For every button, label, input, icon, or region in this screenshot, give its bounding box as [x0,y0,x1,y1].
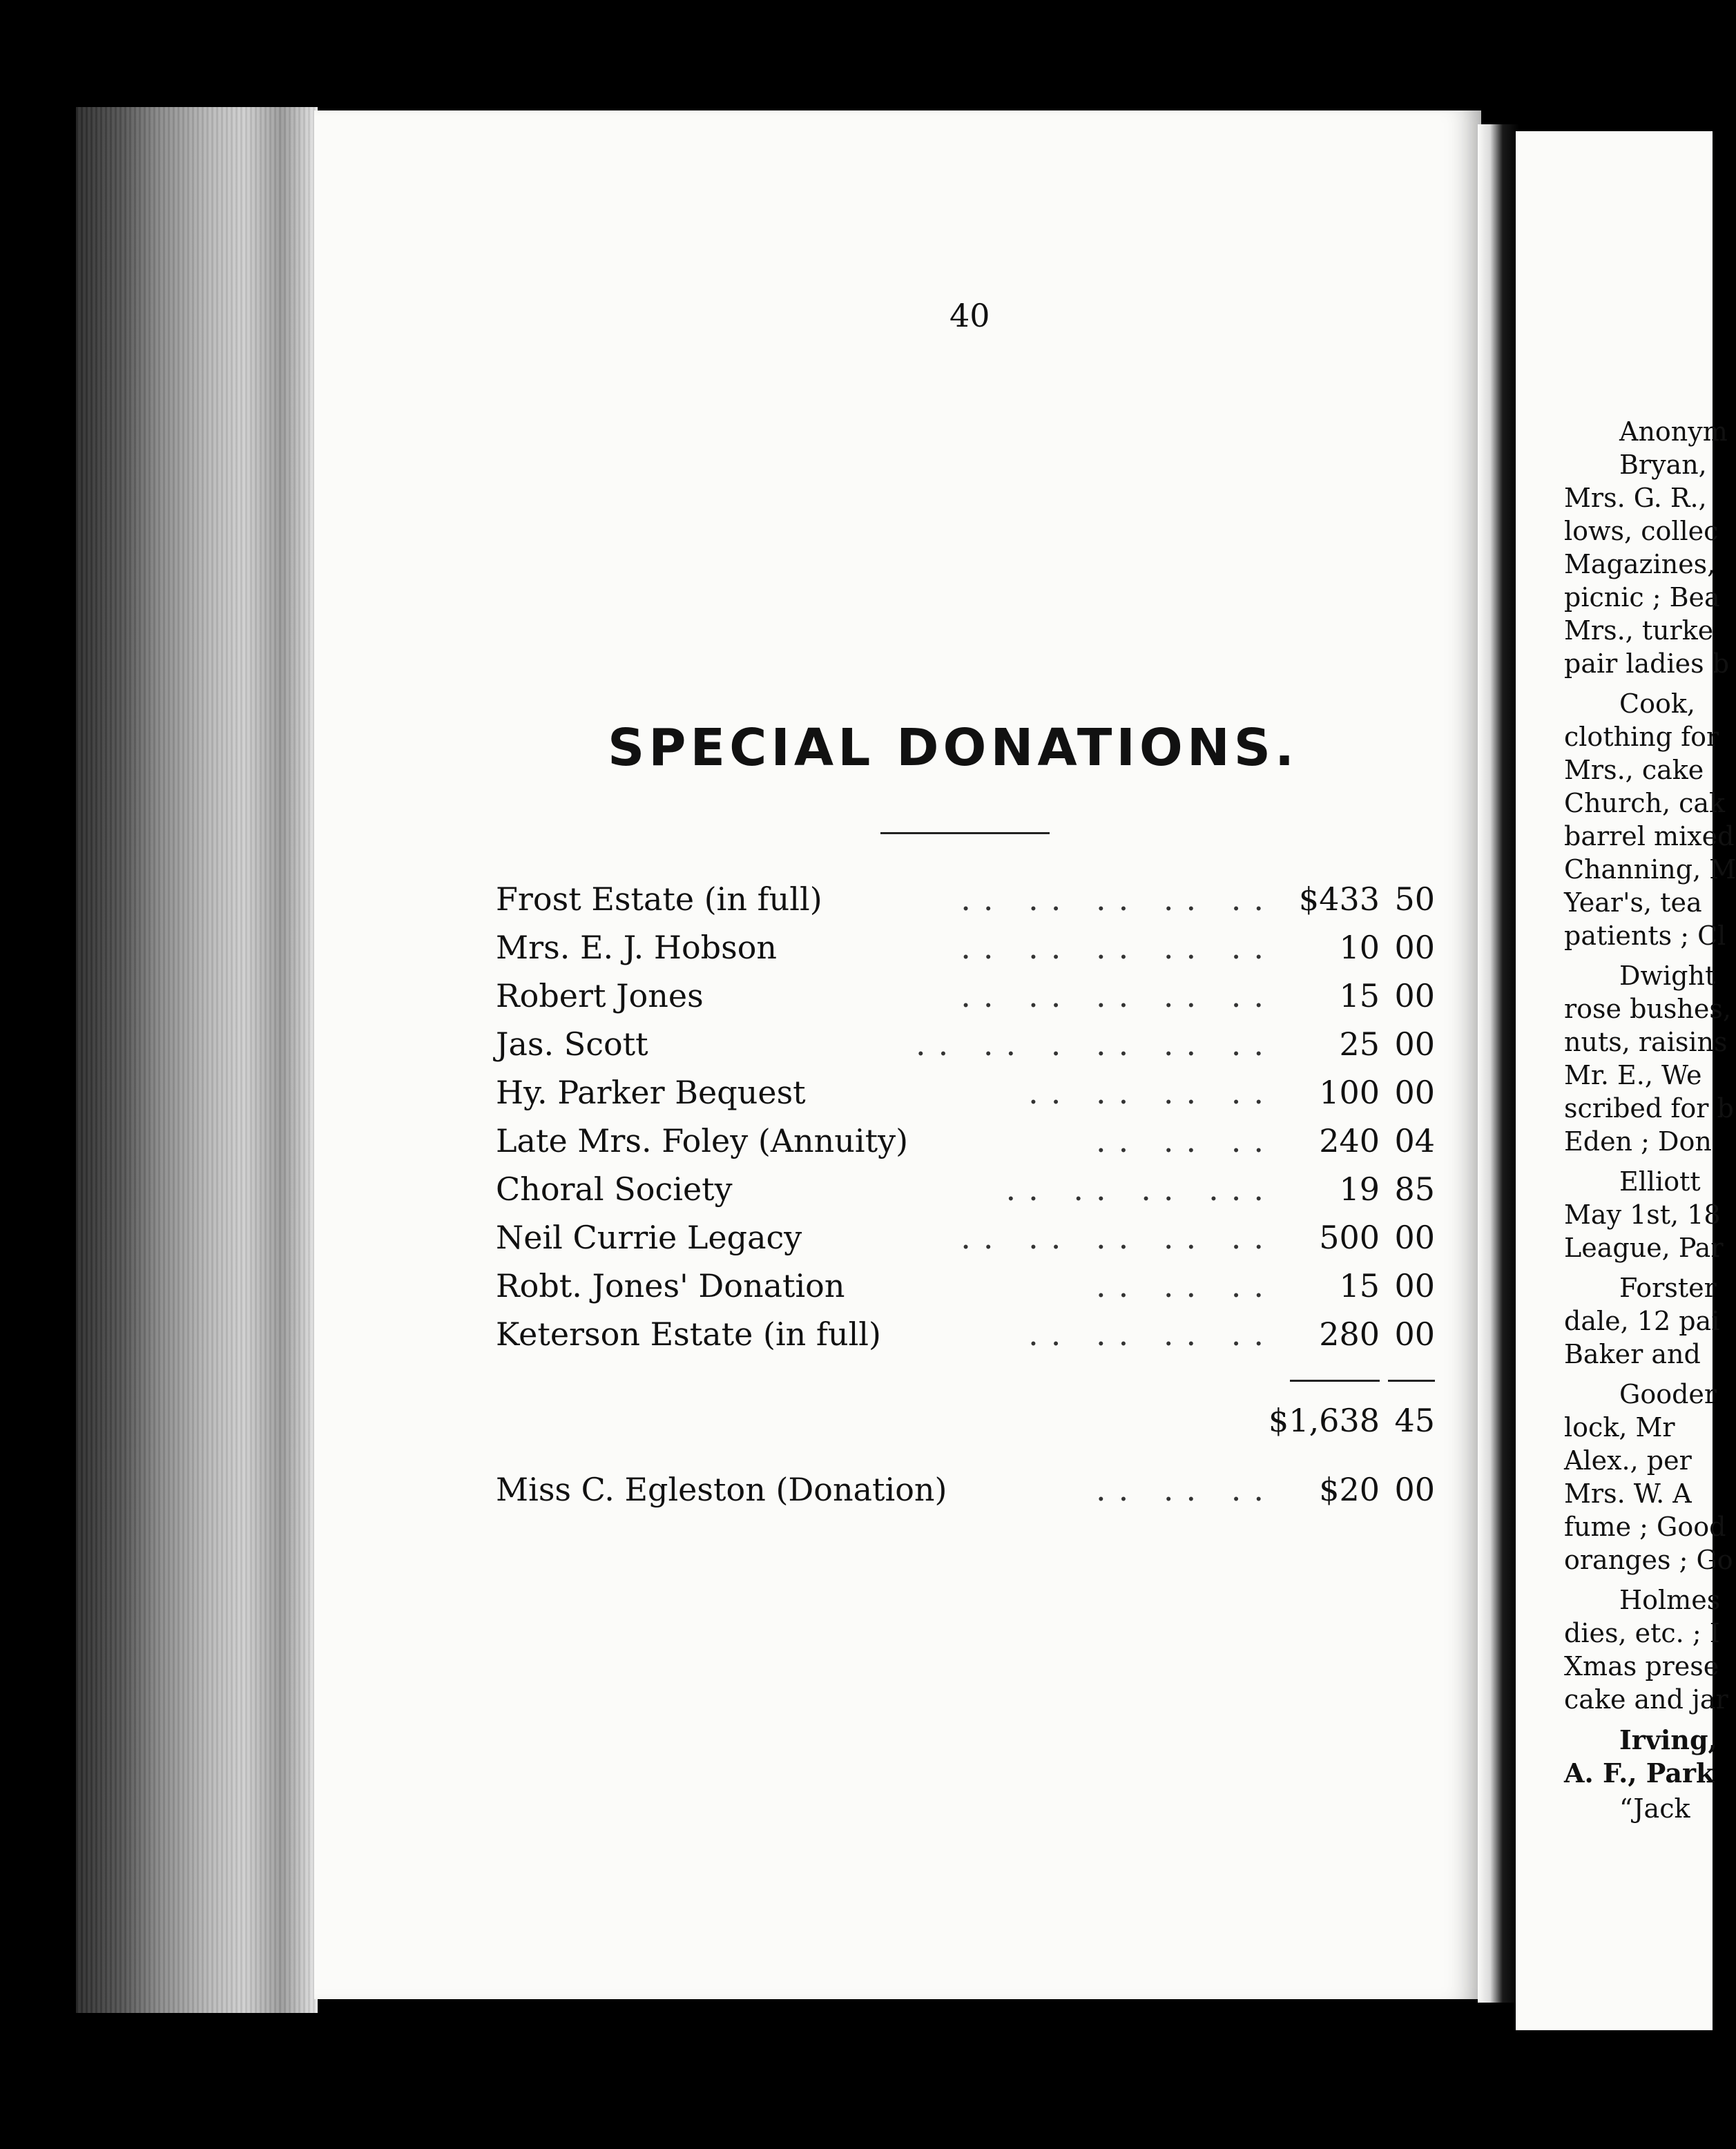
right-page-line: Elliott [1619,1166,1701,1197]
donor-name: Neil Currie Legacy [496,1219,802,1256]
page-title: SPECIAL DONATIONS. [608,718,1299,778]
right-page-line: Anonym [1619,416,1728,447]
dot-leader: .. .. .. .. [1028,1074,1276,1111]
total-row [496,1402,1435,1450]
right-page-line: dies, etc. ; I [1564,1618,1720,1648]
right-page-line: Year's, tea [1564,887,1702,918]
dot-leader: .. .. .. ... [1005,1170,1276,1208]
amount-cents: 00 [1394,1471,1435,1508]
amount-cents: 00 [1394,1074,1435,1111]
amount-dollars: 500 [1319,1219,1380,1256]
dot-leader: .. .. .. .. .. [961,977,1276,1014]
sum-rule-cents [1388,1380,1435,1382]
right-page-line: Baker and [1564,1339,1701,1369]
donations-list [496,880,1435,1508]
dot-leader: .. .. . .. .. .. [916,1025,1276,1063]
amount-dollars: 240 [1319,1122,1380,1159]
donor-name: Choral Society [496,1170,733,1208]
total-dollars: $1,638 [1269,1402,1380,1439]
right-page-line: May 1st, 18 [1564,1199,1721,1230]
donation-row [496,929,1435,977]
total-cents: 45 [1394,1402,1435,1439]
amount-dollars: 25 [1339,1025,1380,1063]
right-page-line: Mrs., turke [1564,615,1714,646]
right-page-line: barrel mixed [1564,821,1735,851]
donor-name: Robt. Jones' Donation [496,1267,845,1304]
amount-dollars: 15 [1339,1267,1380,1304]
right-page-line: pair ladies b [1564,648,1730,679]
amount-dollars: 15 [1339,977,1380,1014]
right-page-line: cake and jar [1564,1684,1728,1715]
right-page-line: patients ; Cl [1564,921,1726,951]
amount-dollars: $20 [1319,1471,1380,1508]
right-page-line: Magazines, [1564,549,1716,579]
right-page-line: nuts, raisins [1564,1027,1728,1057]
right-page-line: rose bushes, [1564,994,1731,1024]
right-page-line: Eden ; Don [1564,1126,1712,1157]
amount-dollars: 19 [1339,1170,1380,1208]
amount-dollars: 280 [1319,1316,1380,1353]
right-page-line: fume ; Good [1564,1512,1726,1542]
donor-name: Frost Estate (in full) [496,880,822,918]
amount-cents: 00 [1394,977,1435,1014]
right-page-line: A. F., Park [1564,1757,1715,1789]
donation-row [496,880,1435,929]
title-rule [880,832,1050,834]
donation-row [496,1267,1435,1316]
right-page-line: Holmes [1619,1585,1721,1615]
donation-row [496,1025,1435,1074]
right-page-line: Church, cak [1564,788,1726,818]
right-page-line: League, Par [1564,1233,1724,1263]
right-page-line: Xmas prese [1564,1651,1719,1681]
donation-row [496,1316,1435,1364]
donation-row [496,977,1435,1025]
amount-dollars: 10 [1339,929,1380,966]
book-gutter [1478,124,1519,2003]
dot-leader: .. .. .. .. .. [961,1219,1276,1256]
right-page-line: lock, Mr [1564,1412,1675,1443]
dot-leader: .. .. .. .. [1028,1316,1276,1353]
right-page [1516,131,1736,2030]
right-page-line: Forster [1619,1273,1717,1303]
right-page-line: Mrs., cake [1564,755,1704,785]
page-number: 40 [949,297,990,334]
donor-name: Jas. Scott [496,1025,648,1063]
amount-cents: 00 [1394,1219,1435,1256]
amount-cents: 50 [1394,880,1435,918]
amount-cents: 00 [1394,1316,1435,1353]
donation-row [496,1122,1435,1170]
amount-dollars: 100 [1319,1074,1380,1111]
dot-leader: .. .. .. [1096,1267,1276,1304]
right-page-line: Mrs. W. A [1564,1478,1692,1509]
dot-leader: .. .. .. .. .. [961,880,1276,918]
book-page-edges [76,107,318,2013]
donor-name: Hy. Parker Bequest [496,1074,806,1111]
donor-name: Miss C. Egleston (Donation) [496,1471,947,1508]
right-page-line: oranges ; Go [1564,1545,1733,1575]
right-page-line: clothing for [1564,722,1719,752]
donation-row [496,1074,1435,1122]
donation-row [496,1219,1435,1267]
right-page-line: lows, collec [1564,516,1719,546]
right-page-line: dale, 12 pai [1564,1306,1720,1336]
right-page-line: Bryan, [1619,450,1707,480]
right-page-line: picnic ; Bea [1564,582,1720,613]
right-page-line: “Jack [1619,1793,1690,1824]
sum-rule-dollars [1290,1380,1380,1382]
donor-name: Keterson Estate (in full) [496,1316,881,1353]
donor-name: Robert Jones [496,977,704,1014]
right-page-line: Cook, [1619,688,1695,719]
dot-leader: .. .. .. [1096,1122,1276,1159]
right-page-line: scribed for b [1564,1093,1734,1124]
donor-name: Mrs. E. J. Hobson [496,929,778,966]
donor-name: Late Mrs. Foley (Annuity) [496,1122,909,1159]
dot-leader: .. .. .. .. .. [961,929,1276,966]
right-page-line: Mrs. G. R., [1564,483,1707,513]
dot-leader: .. .. .. [1096,1471,1276,1508]
right-page-line: Mr. E., We [1564,1060,1702,1090]
right-page-line: Gooder [1619,1379,1717,1409]
amount-cents: 00 [1394,1025,1435,1063]
right-page-line: Channing, M [1564,854,1736,885]
amount-dollars: $433 [1298,880,1380,918]
amount-cents: 85 [1394,1170,1435,1208]
amount-cents: 00 [1394,929,1435,966]
amount-cents: 00 [1394,1267,1435,1304]
donation-row [496,1471,1435,1519]
right-page-line: Dwight [1619,961,1716,991]
right-page-line: Irving, [1619,1724,1717,1755]
amount-cents: 04 [1394,1122,1435,1159]
donation-row [496,1170,1435,1219]
right-page-line: Alex., per [1564,1445,1692,1476]
